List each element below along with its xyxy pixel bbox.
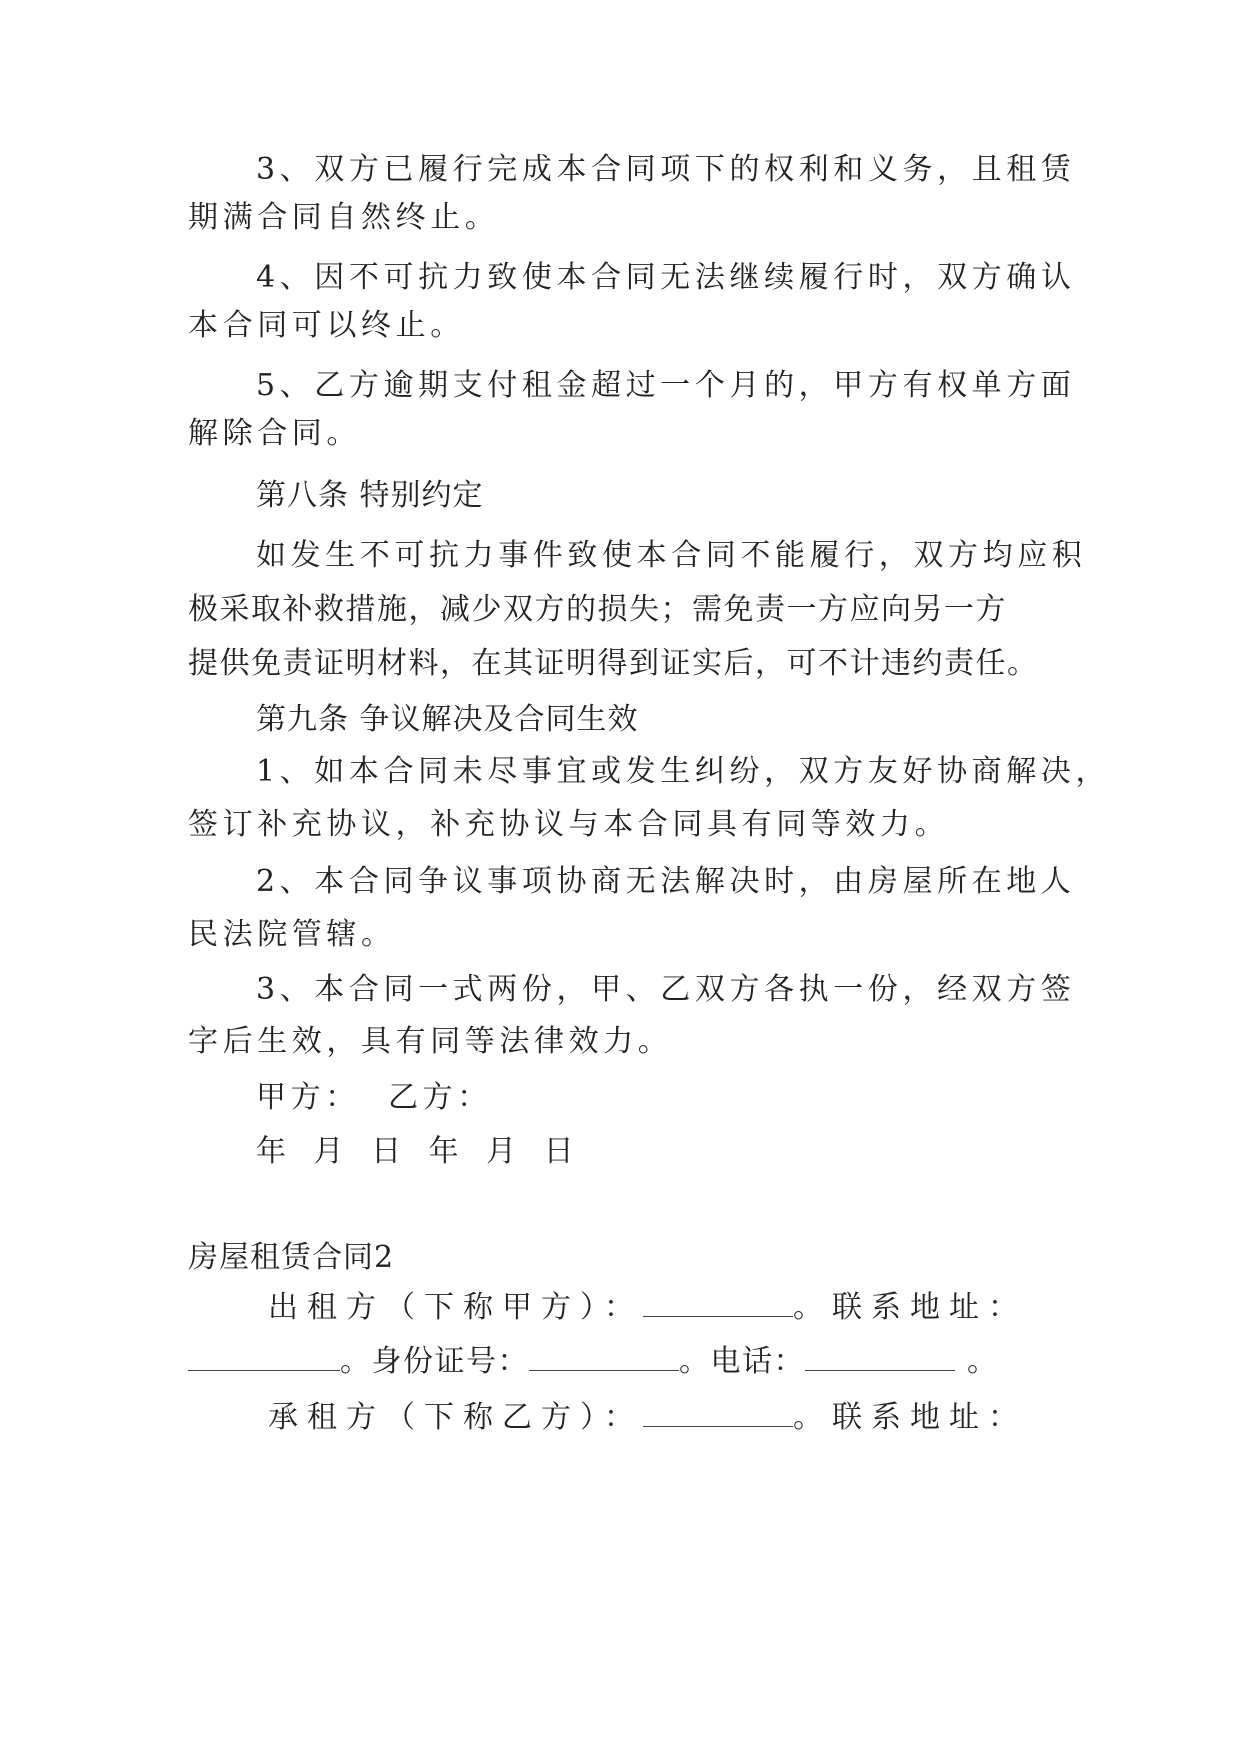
section-heading-9: 第九条 争议解决及合同生效 [256,702,639,737]
text-line: 如发生不可抗力事件致使本合同不能履行，双方均应积 [256,538,1087,573]
text-line: 解除合同。 [188,416,361,451]
lessor-label: 出租方（下称甲方）： [268,1290,643,1325]
text-line: 3、双方已履行完成本合同项下的权利和义务，且租赁 [256,152,1076,187]
text-line: 签订补充协议，补充协议与本合同具有同等效力。 [188,807,950,842]
lessor-address-label: 。联系地址： [793,1290,1027,1325]
text-line: 3、本合同一式两份，甲、乙双方各执一份，经双方签 [256,972,1076,1007]
lessee-name-blank [643,1400,793,1427]
lessor-details-line [188,1342,1068,1382]
lessee-address-label: 。联系地址： [793,1400,1027,1435]
contract-2-title: 房屋租赁合同2 [188,1240,395,1275]
text-line: 提供免责证明材料，在其证明得到证实后，可不计违约责任。 [188,646,1039,681]
text-line: 本合同可以终止。 [188,308,465,343]
lessor-address-blank [188,1344,340,1371]
text-line: 民法院管辖。 [188,917,396,952]
lessee-line [268,1398,1148,1438]
section-heading-8: 第八条 特别约定 [256,478,484,513]
text-line: 字后生效，具有同等法律效力。 [188,1024,673,1059]
date-line: 年 月 日 年 月 日 [256,1134,583,1169]
lessor-end: 。 [967,1344,999,1379]
lessor-name-blank [643,1290,793,1317]
signature-line: 甲方： 乙方： [256,1080,492,1115]
text-line: 极采取补救措施，减少双方的损失；需免责一方应向另一方 [188,592,1007,627]
text-line: 1、如本合同未尽事宜或发生纠纷，双方友好协商解决， [256,754,1111,789]
text-line: 5、乙方逾期支付租金超过一个月的，甲方有权单方面 [256,368,1076,403]
lessor-phone-label: 。电话： [679,1344,805,1379]
lessor-line [268,1288,1148,1328]
lessor-id-blank [529,1344,679,1371]
lessor-phone-blank [805,1344,955,1371]
lessee-label: 承租方（下称乙方）： [268,1400,643,1435]
text-line: 4、因不可抗力致使本合同无法继续履行时，双方确认 [256,260,1076,295]
lessor-id-label: 。身份证号： [340,1344,529,1379]
text-line: 期满合同自然终止。 [188,200,500,235]
text-line: 2、本合同争议事项协商无法解决时，由房屋所在地人 [256,864,1076,899]
